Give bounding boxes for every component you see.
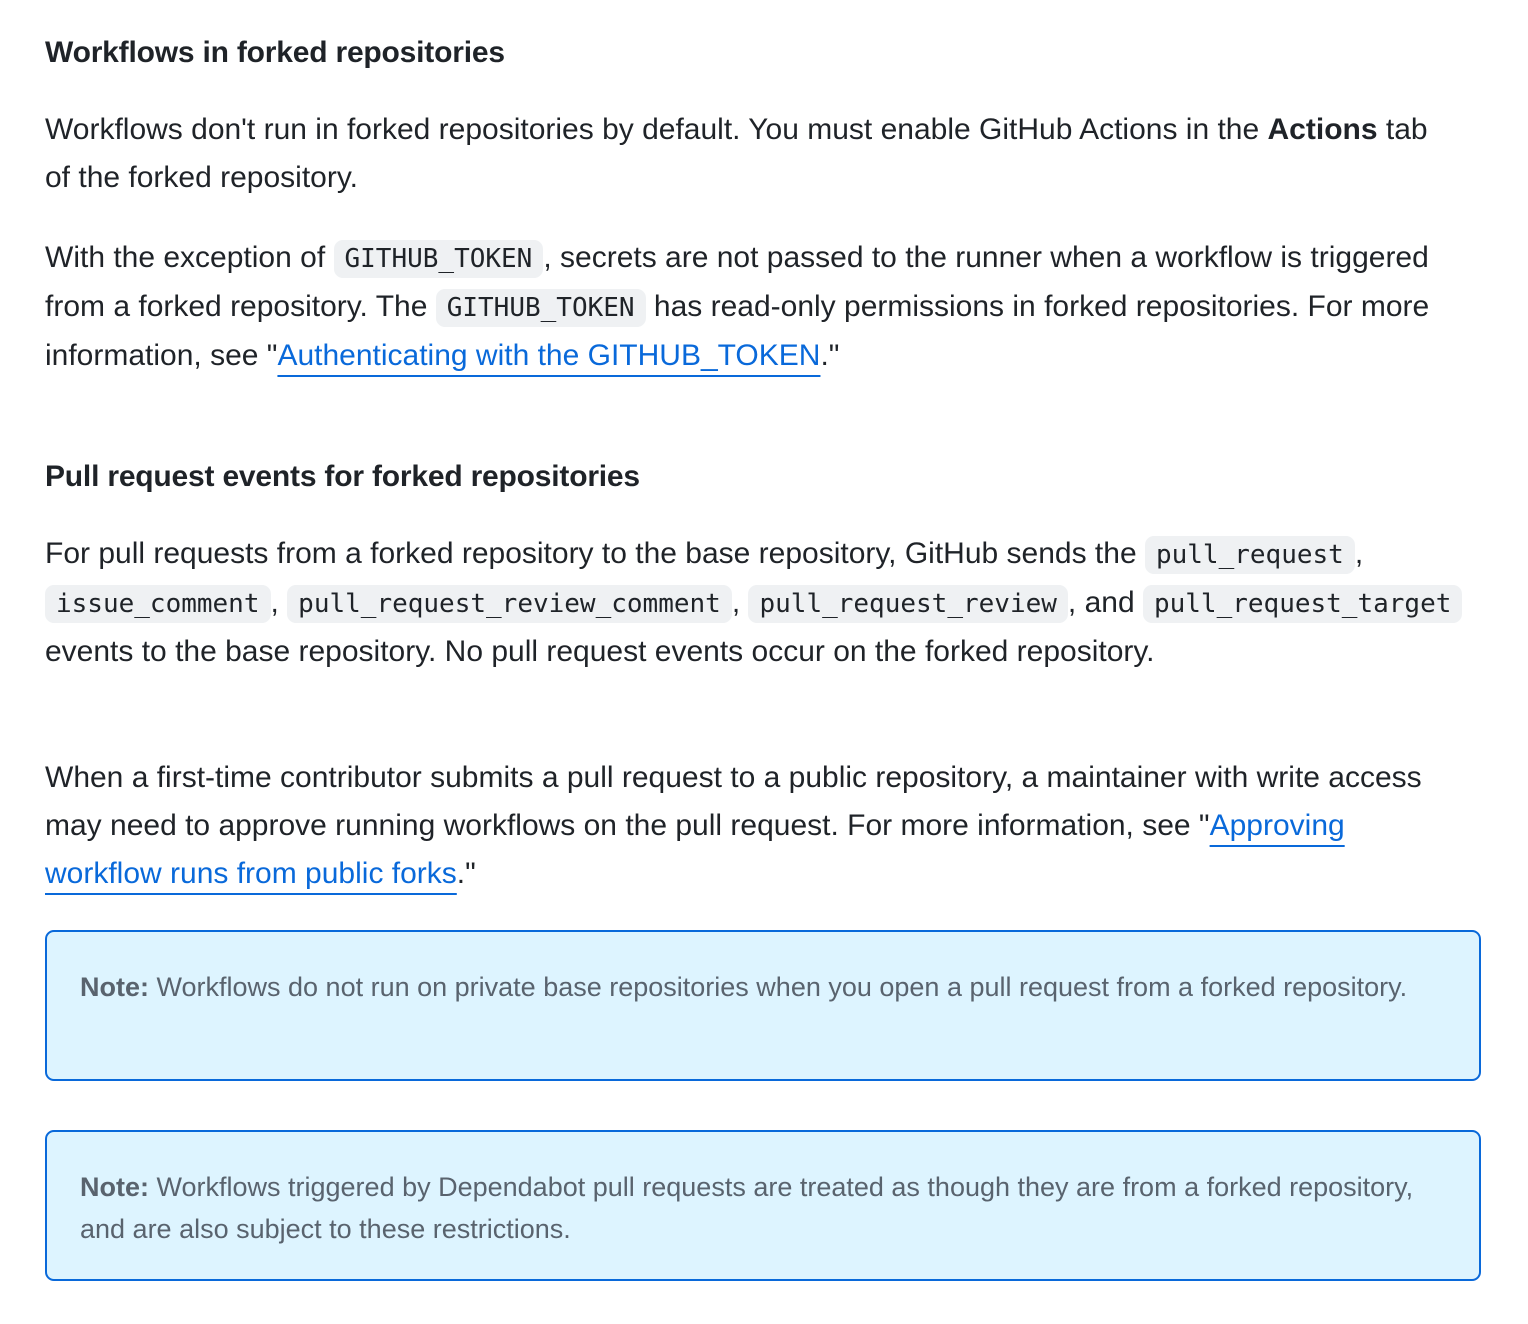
code-pull-request-target: pull_request_target [1143,585,1462,623]
code-pull-request-review: pull_request_review [748,585,1067,623]
actions-bold: Actions [1267,113,1378,146]
note-label: Note: [80,972,149,1002]
code-github-token: GITHUB_TOKEN [436,289,646,327]
paragraph-github-token: With the exception of GITHUB_TOKEN , secrets are not passed to the runner when a workflow is triggered from a forked repository. The GITHUB_TOKEN has read-only permissions in forked repositories. For more information, see "Authenticating with the GITHUB_TOKEN." [45,241,1430,372]
heading-pull-request-events: Pull request events for forked repositories [45,460,640,493]
paragraph-pr-events: For pull requests from a forked repository to the base repository, GitHub sends the pull_request , issue_comment , pull_request_review_comment , pull_request_review , and pull_request_target events to the base repository. No pull request events occur on the forked repository. [45,530,1485,676]
paragraph-enable-actions: Workflows don't run in forked repositories by default. You must enable GitHub Actions in the Actions tab of the forked repository. [45,113,1428,194]
note-callout-dependabot: Note: Workflows triggered by Dependabot pull requests are treated as though they are from a forked repository, and are also subject to these restrictions. [45,1130,1481,1281]
code-issue-comment: issue_comment [45,585,271,623]
link-authenticating-github-token[interactable]: Authenticating with the GITHUB_TOKEN [277,339,821,372]
heading-forked-workflows: Workflows in forked repositories [45,36,505,69]
note-label: Note: [80,1172,149,1202]
paragraph-first-time-contributor: When a first-time contributor submits a pull request to a public repository, a maintainer with write access may need to approve running workflows on the pull request. For more information, see "Approving workflow runs from public forks." [45,761,1422,890]
code-pull-request: pull_request [1145,536,1355,574]
note-callout-private-repos: Note: Workflows do not run on private base repositories when you open a pull request from a forked repository. [45,930,1481,1081]
link-approving-workflow-runs[interactable]: Approving workflow runs from public forks [45,809,1345,890]
code-pull-request-review-comment: pull_request_review_comment [287,585,732,623]
code-github-token: GITHUB_TOKEN [334,240,544,278]
